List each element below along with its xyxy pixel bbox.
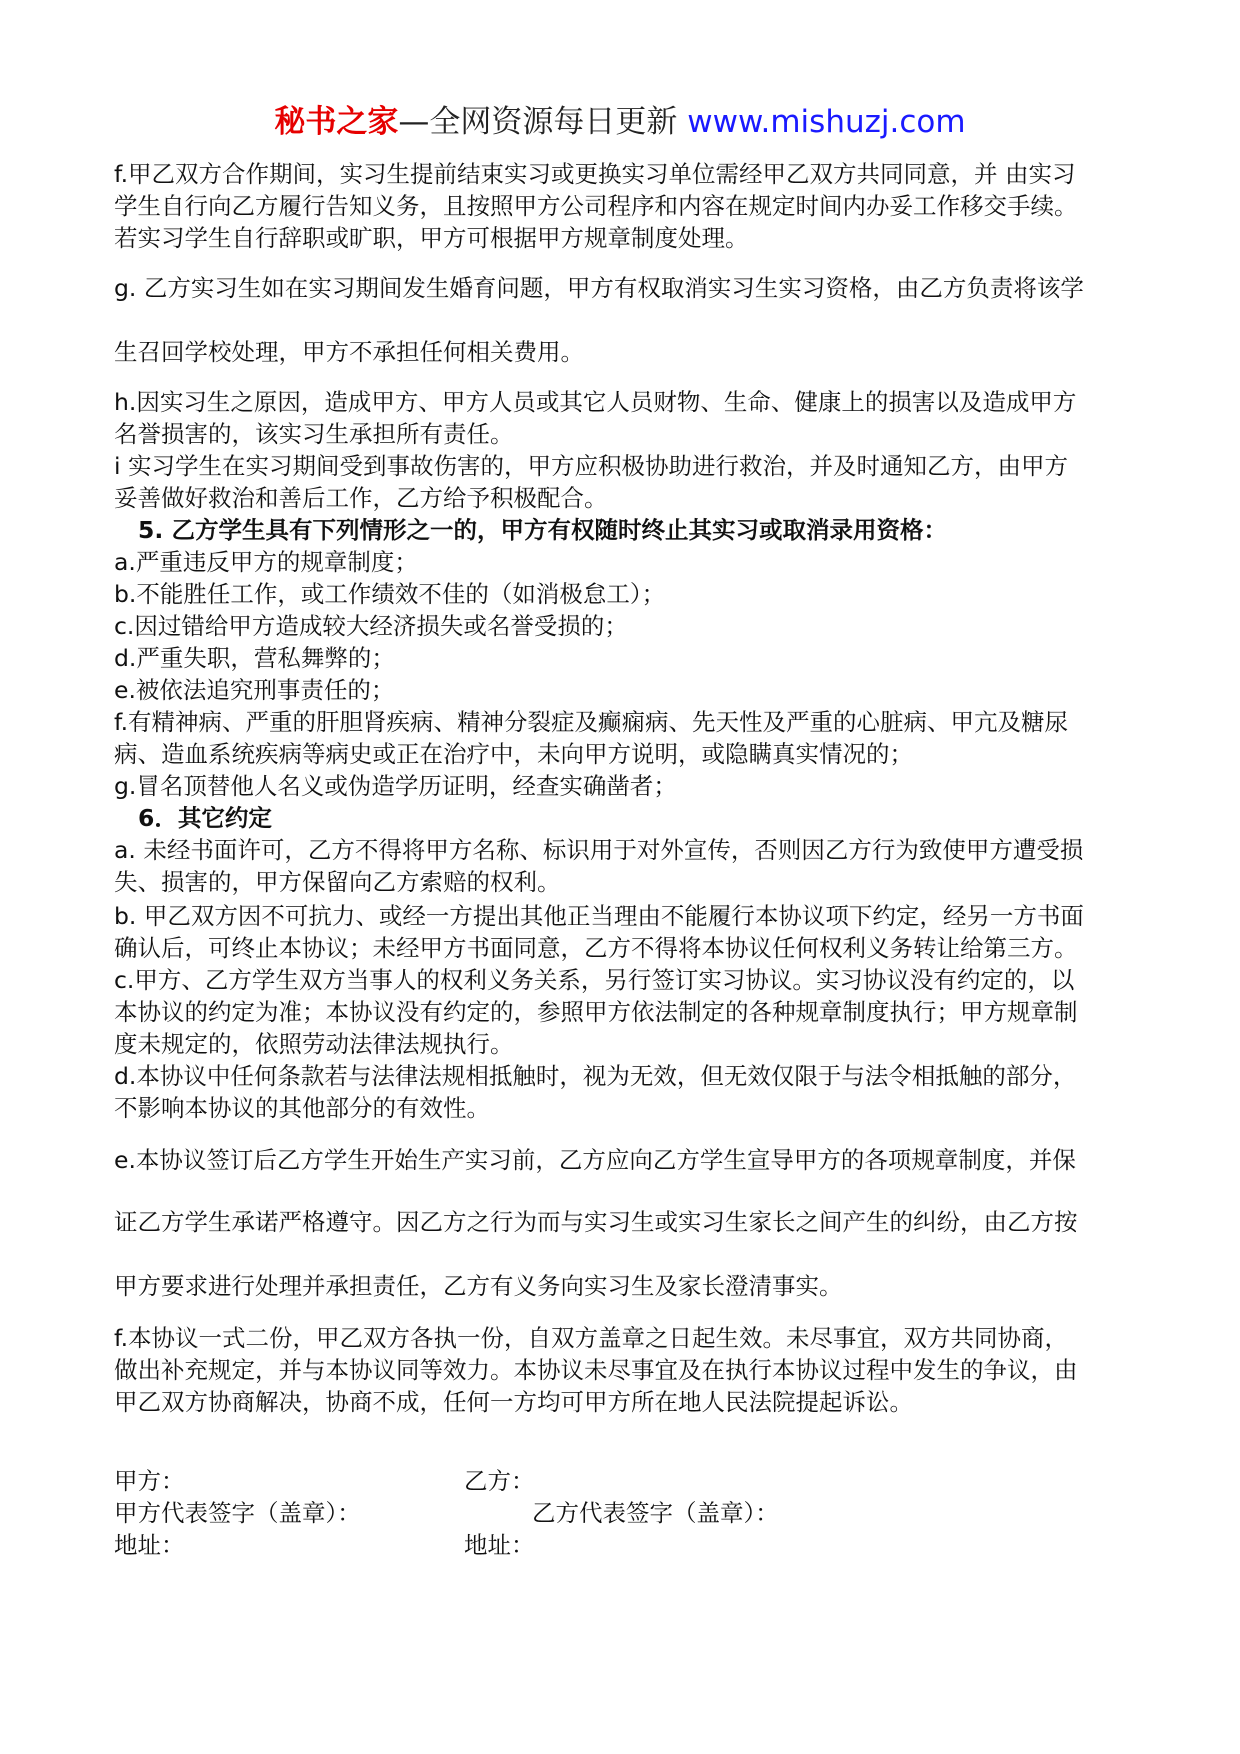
list-item: d.严重失职，营私舞弊的； [114,644,395,672]
paragraph-line: f.本协议一式二份，甲乙双方各执一份，自双方盖章之日起生效。未尽事宜，双方共同协商， [114,1324,1069,1352]
list-item: e.被依法追究刑事责任的； [114,676,395,704]
section-heading-6: 6．其它约定 [138,804,272,832]
paragraph-line: d.本协议中任何条款若与法律法规相抵触时，视为无效，但无效仅限于与法令相抵触的部分， [114,1062,1077,1090]
paragraph-line: 做出补充规定，并与本协议同等效力。本协议未尽事宜及在执行本协议过程中发生的争议，由 [114,1356,1078,1384]
paragraph-line: e.本协议签订后乙方学生开始生产实习前，乙方应向乙方学生宣导甲方的各项规章制度，并保 [114,1146,1076,1174]
list-item: 病、造血系统疾病等病史或正在治疗中，未向甲方说明，或隐瞒真实情况的； [114,740,913,768]
paragraph-line: i 实习学生在实习期间受到事故伤害的，甲方应积极协助进行救治，并及时通知乙方，由甲方 [114,452,1068,480]
paragraph-line: 证乙方学生承诺严格遵守。因乙方之行为而与实习生或实习生家长之间产生的纠纷，由乙方按 [114,1208,1078,1236]
party-a-rep-label: 甲方代表签字（盖章）： [114,1499,361,1527]
list-item: b.不能胜任工作，或工作绩效不佳的（如消极怠工）； [114,580,666,608]
site-header [0,100,1240,144]
site-slogan: —全网资源每日更新 [398,104,678,140]
paragraph-line: 确认后，可终止本协议；未经甲方书面同意，乙方不得将本协议任何权利义务转让给第三方。 [114,934,1078,962]
list-item: f.有精神病、严重的肝胆肾疾病、精神分裂症及癫痫病、先天性及严重的心脏病、甲亢及糖尿 [114,708,1069,736]
party-b-label: 乙方： [464,1467,535,1495]
party-b-address-label: 地址： [464,1531,535,1559]
section-heading-5: 5. 乙方学生具有下列情形之一的，甲方有权随时终止其实习或取消录用资格： [138,516,947,544]
paragraph-line: 甲乙双方协商解决，协商不成，任何一方均可甲方所在地人民法院提起诉讼。 [114,1388,913,1416]
paragraph-line: 若实习学生自行辞职或旷职，甲方可根据甲方规章制度处理。 [114,224,749,252]
paragraph-line: a. 未经书面许可，乙方不得将甲方名称、标识用于对外宣传，否则因乙方行为致使甲方遭受损 [114,836,1084,864]
paragraph-line: 学生自行向乙方履行告知义务，且按照甲方公司程序和内容在规定时间内办妥工作移交手续。 [114,192,1078,220]
site-brand: 秘书之家 [274,104,399,140]
paragraph-line: 失、损害的，甲方保留向乙方索赔的权利。 [114,868,561,896]
paragraph-line: 度未规定的，依照劳动法律法规执行。 [114,1030,514,1058]
paragraph-line: h.因实习生之原因，造成甲方、甲方人员或其它人员财物、生命、健康上的损害以及造成甲方 [114,388,1077,416]
paragraph-line: f.甲乙双方合作期间，实习生提前结束实习或更换实习单位需经甲乙双方共同同意，并 由实习 [114,160,1076,188]
paragraph-line: g. 乙方实习生如在实习期间发生婚育问题，甲方有权取消实习生实习资格，由乙方负责将该学 [114,274,1084,302]
paragraph-line: 甲方要求进行处理并承担责任，乙方有义务向实习生及家长澄清事实。 [114,1272,843,1300]
paragraph-line: 生召回学校处理，甲方不承担任何相关费用。 [114,338,584,366]
site-url-link[interactable]: www.mishuzj.com [687,104,966,140]
paragraph-line: 名誉损害的，该实习生承担所有责任。 [114,420,514,448]
paragraph-line: 本协议的约定为准；本协议没有约定的，参照甲方依法制定的各种规章制度执行；甲方规章制 [114,998,1078,1026]
list-item: c.因过错给甲方造成较大经济损失或名誉受损的； [114,612,628,640]
paragraph-line: b. 甲乙双方因不可抗力、或经一方提出其他正当理由不能履行本协议项下约定，经另一方书面 [114,902,1084,930]
party-b-rep-label: 乙方代表签字（盖章）： [532,1499,779,1527]
party-a-label: 甲方： [114,1467,185,1495]
paragraph-line: c.甲方、乙方学生双方当事人的权利义务关系，另行签订实习协议。实习协议没有约定的，以 [114,966,1075,994]
list-item: a.严重违反甲方的规章制度； [114,548,418,576]
party-a-address-label: 地址： [114,1531,185,1559]
paragraph-line: 妥善做好救治和善后工作，乙方给予积极配合。 [114,484,608,512]
list-item: g.冒名顶替他人名义或伪造学历证明，经查实确凿者； [114,772,677,800]
paragraph-line: 不影响本协议的其他部分的有效性。 [114,1094,490,1122]
